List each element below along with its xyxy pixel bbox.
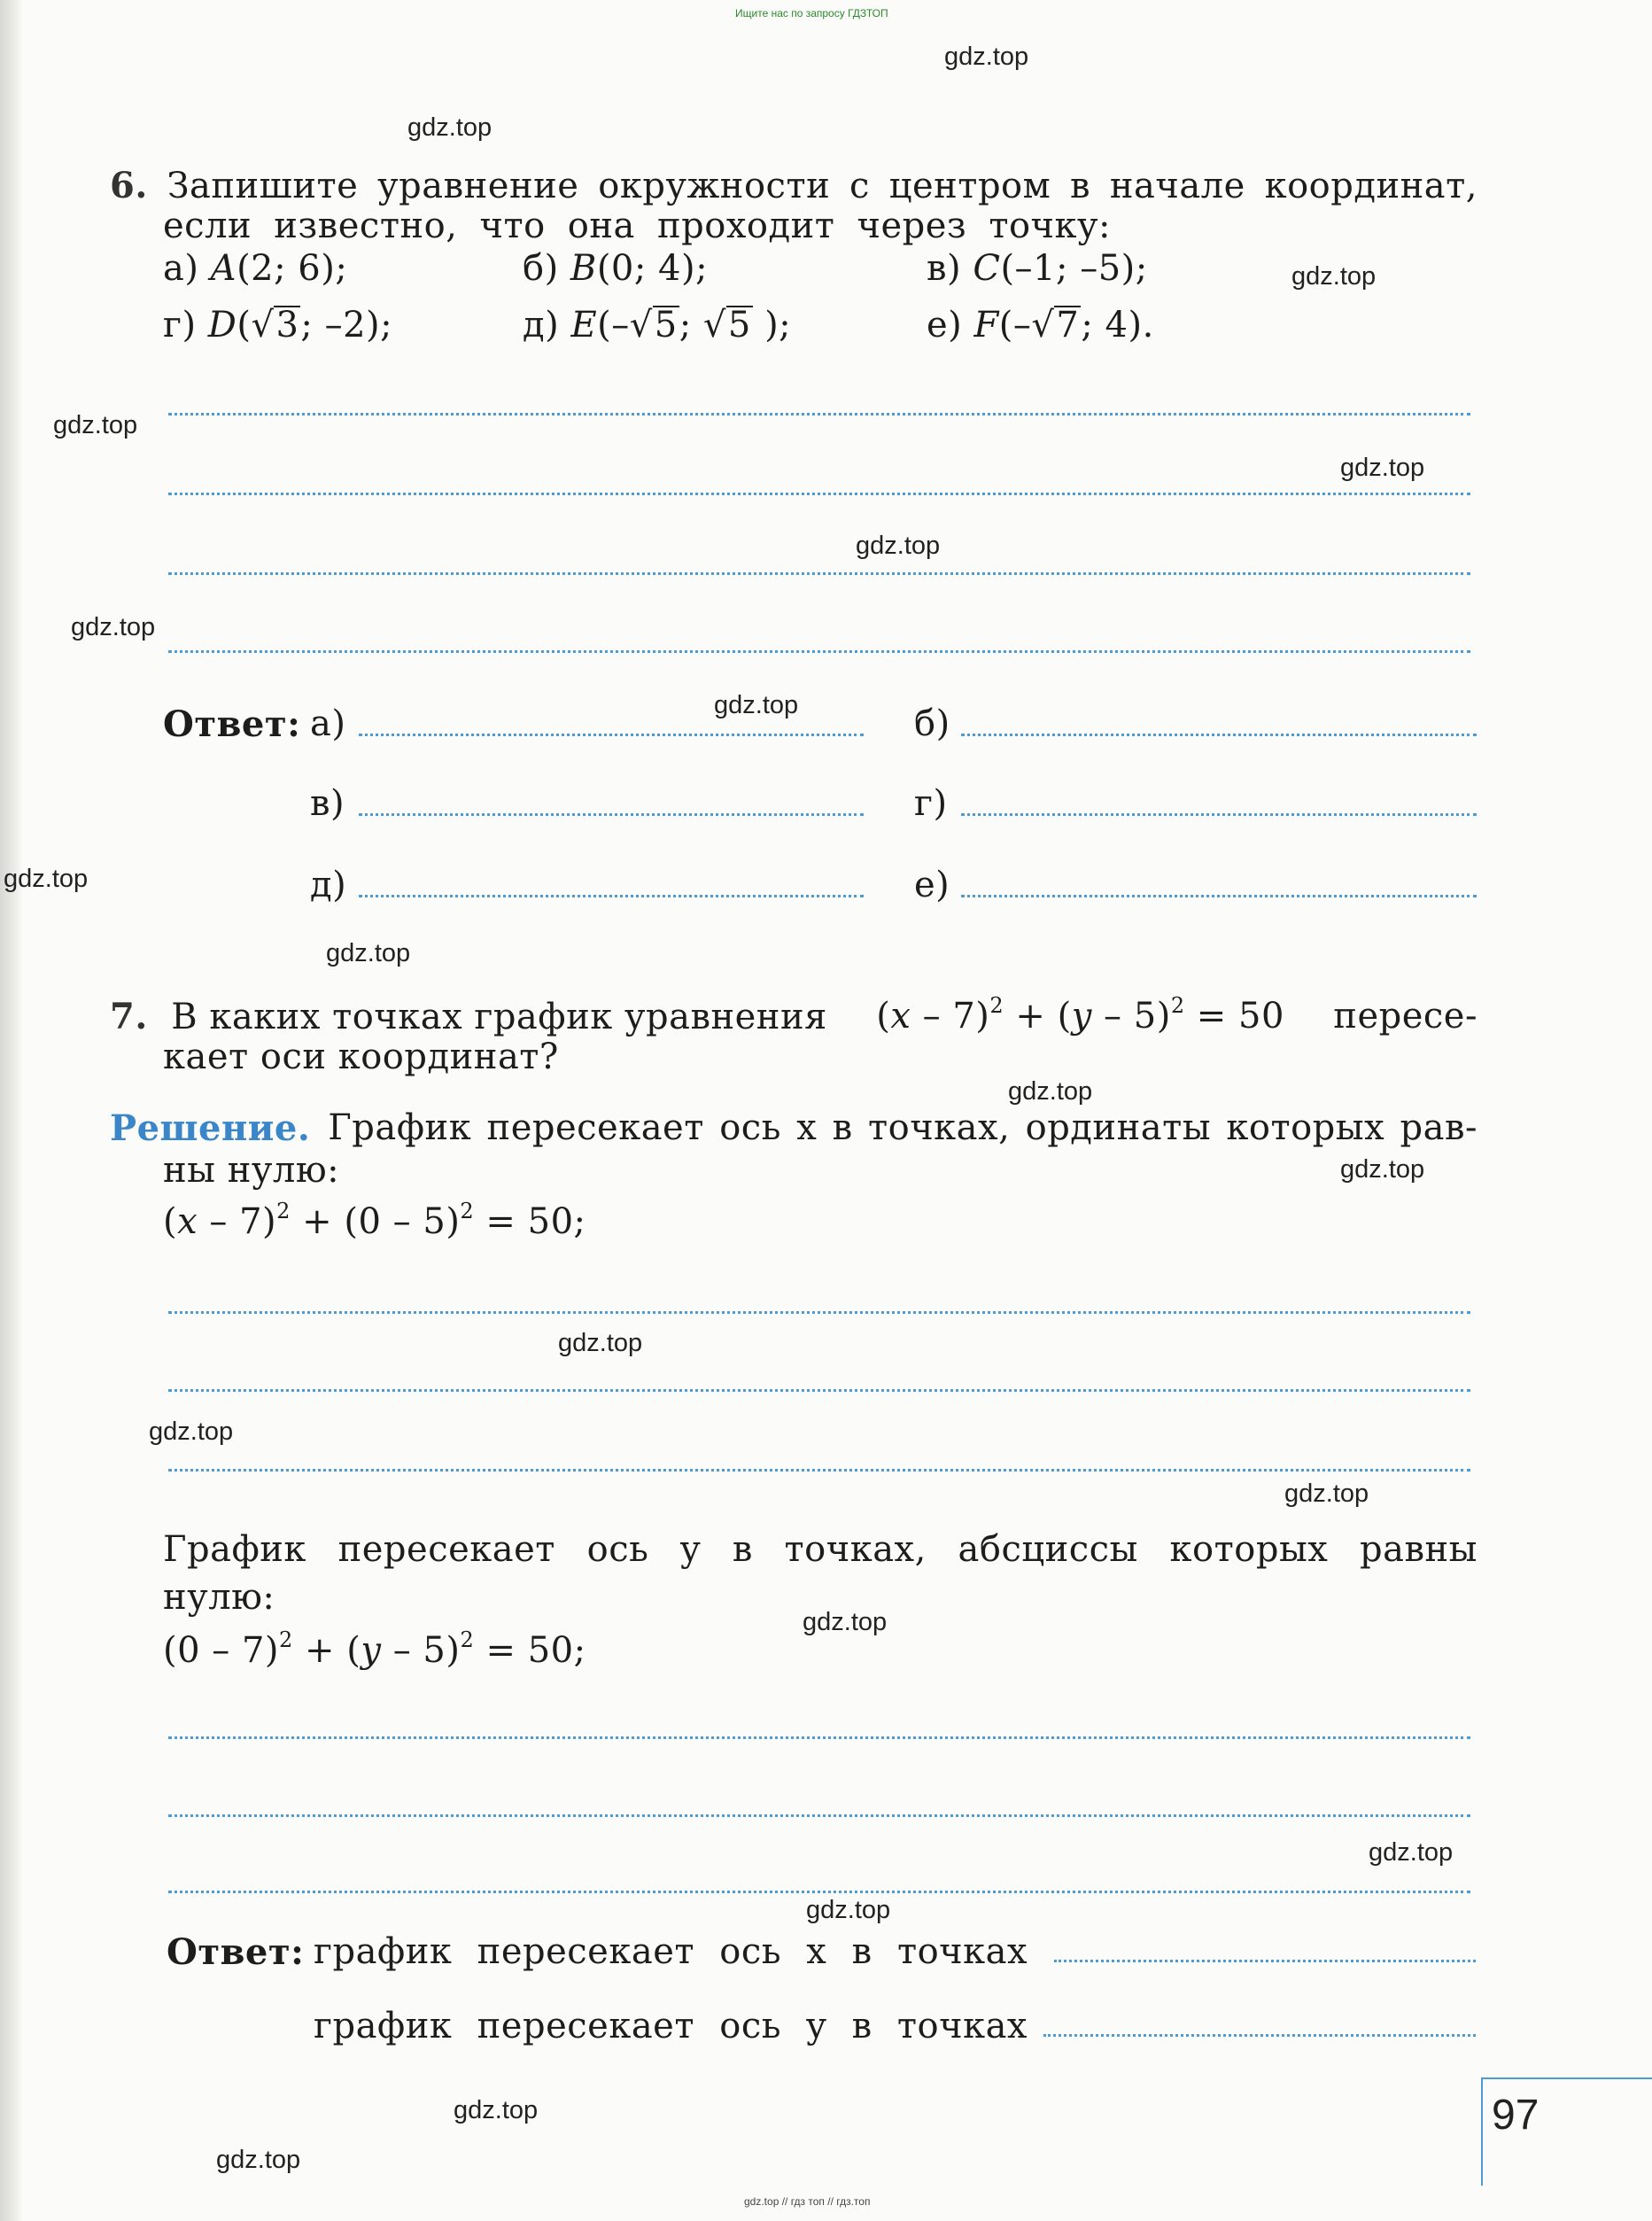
equation-y-axis: (0 – 7)$^2$ + (y – 5)$^2$ = 50;	[163, 1627, 586, 1671]
writing-line[interactable]	[168, 1389, 1470, 1392]
writing-line[interactable]	[168, 413, 1470, 415]
task6-item-f: е) F(–√7; 4).	[927, 305, 1154, 346]
watermark: gdz.top	[856, 532, 941, 560]
task7-line1	[110, 993, 1477, 1037]
task6-answer-f-label: е)	[914, 865, 950, 905]
writing-line[interactable]	[168, 1814, 1470, 1817]
task7-line1-text: В каких точках график уравнения	[171, 997, 827, 1037]
task6-item-e: д) E(–√5; √5 );	[523, 305, 792, 346]
task7-number: 7.	[110, 996, 148, 1037]
task6-answer-b-label: б)	[914, 703, 950, 744]
task7-solution-line2: ны нулю:	[163, 1150, 340, 1191]
watermark: gdz.top	[1008, 1077, 1093, 1106]
answer-line-x[interactable]	[1054, 1960, 1476, 1962]
answer-line-f[interactable]	[961, 895, 1477, 897]
task6-item-c: в) C(–1; –5);	[927, 248, 1148, 289]
task7-solution-line1	[110, 1107, 1477, 1149]
watermark: gdz.top	[1340, 1155, 1425, 1184]
watermark: gdz.top	[149, 1417, 234, 1446]
sqrt-radicand: 3	[275, 305, 299, 346]
task6-answer-d-label: г)	[914, 783, 948, 824]
watermark: gdz.top	[1284, 1479, 1369, 1508]
task6-item-b: б) B(0; 4);	[523, 248, 709, 289]
page-binding-shadow	[0, 0, 23, 2221]
watermark: gdz.top	[326, 939, 411, 967]
writing-line[interactable]	[168, 1736, 1470, 1739]
task6-line2: если известно, что она проходит через точку:	[163, 206, 1111, 246]
watermark: gdz.top	[216, 2146, 301, 2174]
answer-x-text: график пересекает ось x в точках	[314, 1931, 1028, 1972]
answer-y-text: график пересекает ось y в точках	[314, 2006, 1028, 2046]
answer-line-y[interactable]	[1043, 2034, 1476, 2037]
graph-y-line2: нулю:	[163, 1577, 275, 1618]
task6-item-d: г) D(√3; –2);	[163, 305, 393, 346]
answer-line-e[interactable]	[359, 895, 864, 897]
task7-line1-tail: пересе-	[1333, 996, 1477, 1037]
task6-line1-text: Запишите уравнение окружности с центром в начале координат,	[167, 166, 1477, 206]
answer-line-c[interactable]	[359, 813, 864, 816]
watermark: gdz.top	[558, 1329, 643, 1357]
task7-answer-label: Ответ:	[167, 1931, 305, 1973]
watermark: gdz.top	[4, 865, 89, 893]
equation-x-axis: (x – 7)$^2$ + (0 – 5)$^2$ = 50;	[163, 1199, 586, 1242]
top-note: Ищите нас по запросу ГДЗТОП	[735, 7, 888, 19]
watermark: gdz.top	[407, 113, 492, 142]
writing-line[interactable]	[168, 1891, 1470, 1893]
answer-line-a[interactable]	[359, 734, 864, 736]
writing-line[interactable]	[168, 572, 1470, 575]
solution-text: График пересекает ось x в точках, ординаты которых рав-	[328, 1107, 1477, 1148]
task7-line2: кает оси координат?	[163, 1037, 559, 1077]
writing-line[interactable]	[168, 1311, 1470, 1314]
task6-answer-c-label: в)	[310, 783, 345, 824]
writing-line[interactable]	[168, 1469, 1470, 1472]
watermark: gdz.top	[71, 613, 156, 641]
task7-equation: (x – 7)$^2$ + (y – 5)$^2$ = 50	[876, 993, 1284, 1037]
answer-line-b[interactable]	[961, 734, 1477, 736]
watermark: gdz.top	[806, 1896, 891, 1924]
watermark: gdz.top	[454, 2096, 539, 2124]
task6-answer-a-label: а)	[310, 703, 346, 744]
task6-line1	[110, 165, 1477, 206]
watermark: gdz.top	[714, 691, 799, 719]
watermark: gdz.top	[1291, 262, 1377, 291]
watermark: gdz.top	[53, 411, 138, 439]
task6-answer-label: Ответ:	[163, 703, 301, 745]
watermark: gdz.top	[1369, 1838, 1454, 1867]
watermark: gdz.top	[1340, 454, 1425, 482]
task6-answer-e-label: д)	[310, 865, 347, 905]
watermark: gdz.top	[944, 43, 1029, 71]
graph-y-line1: График пересекает ось y в точках, абсциссы которых равны	[163, 1529, 1477, 1570]
task6-item-a: а) A(2; 6);	[163, 248, 348, 289]
writing-line[interactable]	[168, 650, 1470, 653]
page-number: 97	[1492, 2092, 1540, 2139]
task6-number: 6.	[110, 165, 148, 206]
solution-label: Решение.	[110, 1107, 311, 1149]
answer-line-d[interactable]	[961, 813, 1477, 816]
writing-line[interactable]	[168, 493, 1470, 495]
bottom-note: gdz.top // гдз топ // гдз.топ	[744, 2195, 871, 2208]
watermark: gdz.top	[803, 1608, 888, 1636]
